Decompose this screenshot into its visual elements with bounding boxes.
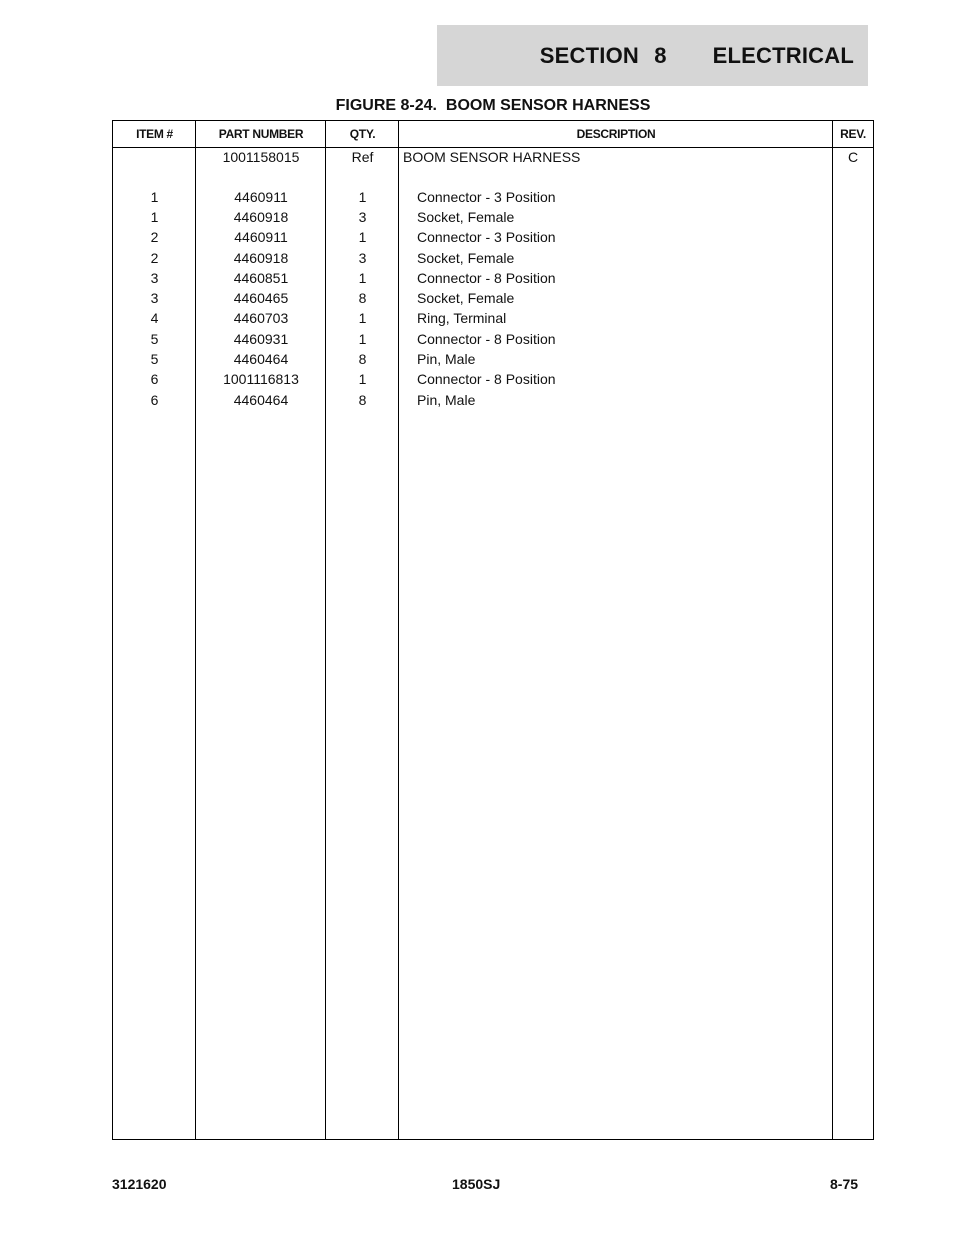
- revision-cell: [833, 349, 873, 369]
- item-number-cell: 4: [150, 310, 159, 326]
- revision-cell: [833, 329, 873, 349]
- description-cell: Connector - 8 Position: [417, 371, 556, 387]
- table-row: [113, 207, 873, 227]
- quantity-cell: 8: [358, 392, 367, 408]
- part-number-cell: 4460918: [233, 209, 289, 225]
- item-number-cell: 6: [150, 371, 159, 387]
- figure-title: FIGURE 8-24. BOOM SENSOR HARNESS: [335, 97, 651, 114]
- quantity-cell: 8: [358, 351, 367, 367]
- item-number-cell: 3: [150, 270, 159, 286]
- revision-cell: [833, 390, 873, 410]
- quantity-cell: 8: [358, 290, 367, 306]
- quantity-cell: 1: [358, 371, 367, 387]
- description-cell: Pin, Male: [417, 351, 476, 367]
- description-cell: Connector - 8 Position: [417, 270, 556, 286]
- part-number-cell: 4460918: [233, 250, 289, 266]
- quantity-cell: 1: [358, 331, 367, 347]
- description-cell: Socket, Female: [417, 290, 515, 306]
- table-row: [113, 227, 873, 247]
- description-cell: Connector - 3 Position: [417, 189, 556, 205]
- item-number-cell: 2: [150, 229, 159, 245]
- description-cell: Socket, Female: [417, 209, 515, 225]
- quantity-cell: Ref: [351, 149, 374, 165]
- revision-cell: [833, 248, 873, 268]
- header-part-number: PART NUMBER: [218, 127, 304, 141]
- table-row: [113, 147, 873, 167]
- part-number-cell: 4460464: [233, 351, 289, 367]
- table-row: [113, 329, 873, 349]
- item-number-cell: 1: [150, 209, 159, 225]
- revision-cell: [833, 308, 873, 328]
- part-number-cell: 1001116813: [223, 371, 299, 387]
- footer-manual-number: 3121620: [112, 1176, 167, 1192]
- part-number-cell: 4460851: [233, 270, 289, 286]
- revision-cell: [833, 288, 873, 308]
- part-number-cell: [196, 167, 326, 187]
- part-number-cell: 4460703: [233, 310, 289, 326]
- revision-cell: [833, 167, 873, 187]
- table-row: [113, 349, 873, 369]
- item-number-cell: [113, 167, 196, 187]
- item-number-cell: 2: [150, 250, 159, 266]
- table-row: [113, 248, 873, 268]
- table-header-row: [113, 121, 873, 148]
- header-description: DESCRIPTION: [576, 127, 656, 141]
- quantity-cell: 1: [358, 189, 367, 205]
- part-number-cell: 4460465: [233, 290, 289, 306]
- quantity-cell: 1: [358, 310, 367, 326]
- description-cell: [399, 167, 833, 187]
- description-cell: Pin, Male: [417, 392, 476, 408]
- table-row: [113, 167, 873, 187]
- item-number-cell: 5: [150, 351, 159, 367]
- item-number-cell: [113, 147, 196, 167]
- part-number-cell: 4460911: [234, 229, 288, 245]
- section-title: SECTION 8 ELECTRICAL: [539, 42, 854, 68]
- description-cell: Connector - 3 Position: [417, 229, 556, 245]
- table-row: [113, 369, 873, 389]
- table-row: [113, 390, 873, 410]
- quantity-cell: 3: [358, 250, 367, 266]
- item-number-cell: 5: [150, 331, 159, 347]
- item-number-cell: 3: [150, 290, 159, 306]
- quantity-cell: 1: [358, 270, 367, 286]
- quantity-cell: [326, 167, 399, 187]
- footer-model: 1850SJ: [452, 1176, 501, 1192]
- table-row: [113, 288, 873, 308]
- parts-table: [112, 120, 874, 1140]
- item-number-cell: 6: [150, 392, 159, 408]
- revision-cell: [833, 227, 873, 247]
- quantity-cell: 1: [358, 229, 367, 245]
- description-cell: Connector - 8 Position: [417, 331, 556, 347]
- description-cell: Socket, Female: [417, 250, 515, 266]
- table-row: [113, 187, 873, 207]
- revision-cell: [833, 207, 873, 227]
- footer-page-number: 8-75: [830, 1176, 859, 1192]
- description-cell: Ring, Terminal: [417, 310, 507, 326]
- description-cell: BOOM SENSOR HARNESS: [403, 149, 581, 165]
- item-number-cell: 1: [150, 189, 159, 205]
- table-row: [113, 268, 873, 288]
- header-quantity: QTY.: [349, 127, 376, 141]
- revision-cell: [833, 369, 873, 389]
- section-banner: [437, 25, 868, 86]
- table-row: [113, 308, 873, 328]
- revision-cell: [833, 268, 873, 288]
- header-item-number: ITEM #: [136, 127, 173, 141]
- part-number-cell: 4460911: [234, 189, 288, 205]
- part-number-cell: 4460464: [233, 392, 289, 408]
- quantity-cell: 3: [358, 209, 367, 225]
- revision-cell: [833, 187, 873, 207]
- part-number-cell: 4460931: [233, 331, 289, 347]
- part-number-cell: 1001158015: [222, 149, 300, 165]
- header-revision: REV.: [840, 127, 866, 141]
- revision-cell: C: [847, 149, 859, 165]
